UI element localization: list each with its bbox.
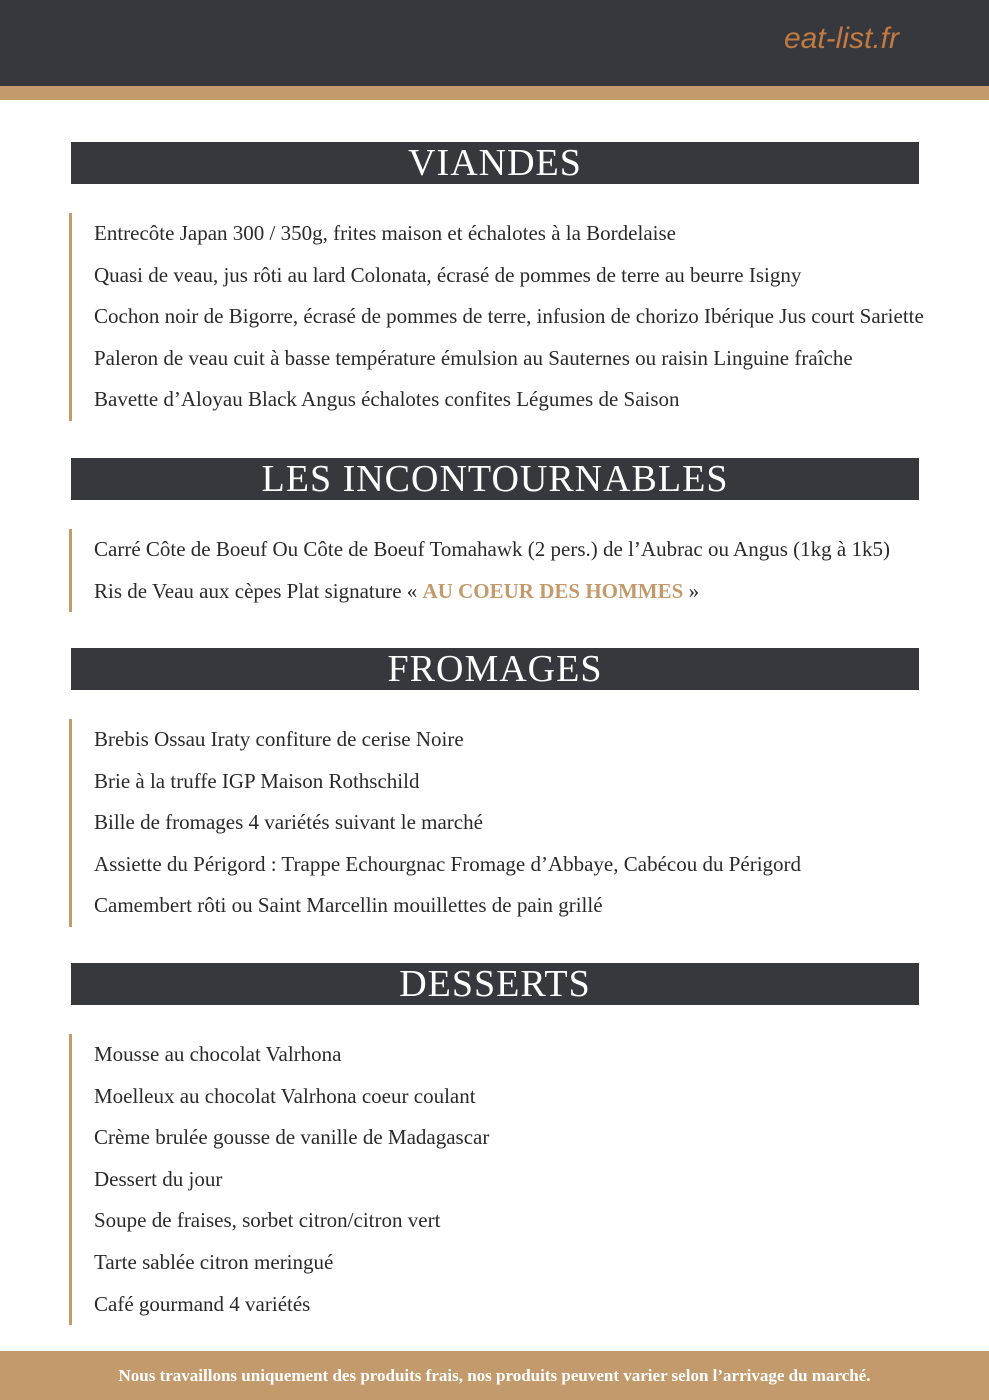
desserts-list	[69, 1034, 974, 1325]
signature-suffix: »	[683, 578, 700, 603]
menu-item: Café gourmand 4 variétés	[94, 1291, 311, 1316]
menu-item: Carré Côte de Boeuf Ou Côte de Boeuf Tomahawk (2 pers.) de l’Aubrac ou Angus (1kg à 1k5)	[94, 537, 890, 561]
menu-item: Tarte sablée citron meringué	[94, 1249, 334, 1274]
menu-item: Dessert du jour	[94, 1166, 223, 1191]
menu-item: Paleron de veau cuit à basse température émulsion au Sauternes ou raisin Linguine fraîche	[94, 345, 853, 370]
menu-item: Brebis Ossau Iraty confiture de cerise Noire	[94, 727, 464, 751]
menu-item: Cochon noir de Bigorre, écrasé de pommes de terre, infusion de chorizo Ibérique Jus court Sariette	[94, 304, 924, 329]
signature-dish-name: AU COEUR DES HOMMES	[422, 578, 684, 603]
menu-item: Mousse au chocolat Valrhona	[94, 1042, 342, 1066]
signature-prefix: Ris de Veau aux cèpes Plat signature «	[94, 578, 423, 603]
incontournables-list	[69, 529, 974, 612]
menu-item: Entrecôte Japan 300 / 350g, frites maison et échalotes à la Bordelaise	[94, 221, 676, 245]
menu-item: Quasi de veau, jus rôti au lard Colonata, écrasé de pommes de terre au beurre Isigny	[94, 262, 802, 287]
menu-item: Moelleux au chocolat Valrhona coeur coulant	[94, 1083, 476, 1108]
menu-item: Bavette d’Aloyau Black Angus échalotes confites Légumes de Saison	[94, 387, 680, 412]
menu-item-signature	[94, 571, 974, 613]
top-accent-stripe	[0, 86, 989, 100]
menu-item: Camembert rôti ou Saint Marcellin mouillettes de pain grillé	[94, 893, 603, 918]
section-title-viandes: VIANDES	[71, 142, 919, 184]
section-title-incontournables: LES INCONTOURNABLES	[71, 458, 919, 500]
menu-item: Assiette du Périgord : Trappe Echourgnac Fromage d’Abbaye, Cabécou du Périgord	[94, 851, 802, 876]
fromages-list	[69, 719, 974, 927]
viandes-list	[69, 213, 974, 421]
section-title-desserts: DESSERTS	[71, 963, 919, 1005]
site-watermark: eat-list.fr	[783, 22, 899, 55]
menu-item: Bille de fromages 4 variétés suivant le marché	[94, 810, 483, 835]
menu-item: Crème brulée gousse de vanille de Madagascar	[94, 1125, 490, 1150]
menu-item: Brie à la truffe IGP Maison Rothschild	[94, 768, 420, 793]
footer-notice: Nous travaillons uniquement des produits frais, nos produits peuvent varier selon l’arrivage du marché.	[0, 1351, 989, 1400]
menu-item: Soupe de fraises, sorbet citron/citron vert	[94, 1208, 441, 1233]
section-title-fromages: FROMAGES	[71, 648, 919, 690]
